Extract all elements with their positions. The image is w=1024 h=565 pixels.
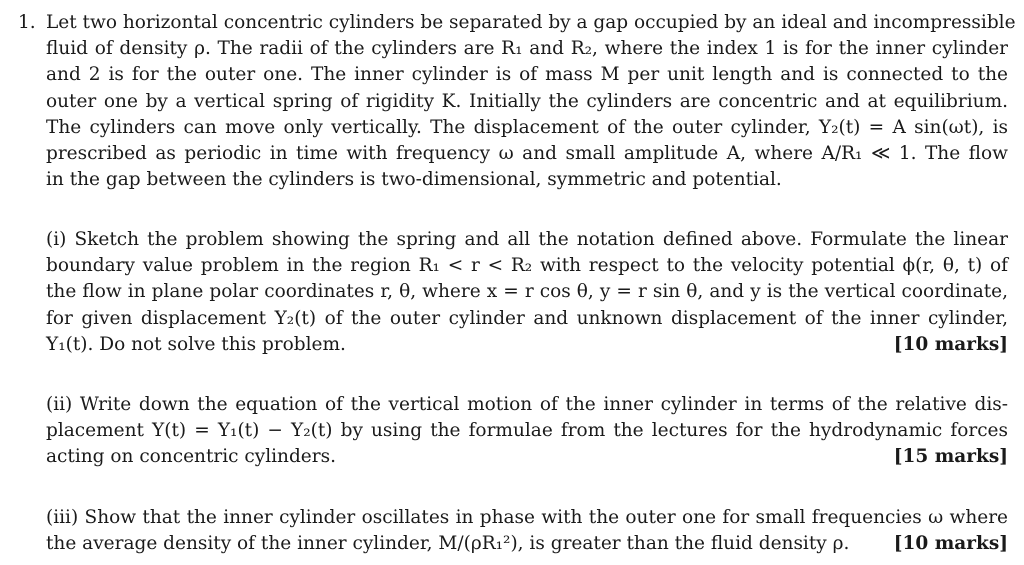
part-last-row — [46, 531, 1008, 557]
intro-line: and 2 is for the outer one. The inner cylinder is of mass M per unit length and is connected to the — [46, 64, 1008, 86]
part-last-row — [46, 332, 1008, 358]
part-ii — [46, 392, 1008, 471]
intro-line: fluid of density ρ. The radii of the cylinders are R₁ and R₂, where the index 1 is for the inner cylinder — [46, 38, 1008, 60]
part-line: the flow in plane polar coordinates r, θ, where x = r cos θ, y = r sin θ, and y is the vertical coordinate, — [46, 281, 1008, 303]
part-i — [46, 227, 1008, 358]
intro-line: in the gap between the cylinders is two-dimensional, symmetric and potential. — [46, 169, 782, 191]
part-line: placement Y(t) = Y₁(t) − Y₂(t) by using the formulae from the lectures for the hydrodynamic forces — [46, 420, 1008, 442]
part-line: acting on concentric cylinders. — [46, 446, 336, 468]
part-last-row — [46, 444, 1008, 470]
part-line: boundary value problem in the region R₁ < r < R₂ with respect to the velocity potential ϕ(r, θ, t) of — [46, 255, 1008, 277]
part-line: Y₁(t). Do not solve this problem. — [46, 333, 346, 355]
part-line: for given displacement Y₂(t) of the outer cylinder and unknown displacement of the inner cylinder, — [46, 307, 1008, 329]
marks-label: [15 marks] — [893, 446, 1008, 468]
problem-number: 1. — [18, 12, 36, 33]
part-line: (i) Sketch the problem showing the spring and all the notation defined above. Formulate the linear — [46, 229, 1008, 250]
problem-intro — [46, 10, 1016, 193]
part-line: the average density of the inner cylinder, M/(ρR₁²), is greater than the fluid density ρ. — [46, 533, 850, 555]
part-line: (iii) Show that the inner cylinder oscillates in phase with the outer one for small frequencies ω where — [46, 507, 1008, 528]
intro-line: The cylinders can move only vertically. The displacement of the outer cylinder, Y₂(t) = A sin(ωt), is — [46, 116, 1008, 138]
part-iii — [46, 505, 1008, 557]
part-line: (ii) Write down the equation of the vertical motion of the inner cylinder in terms of the relative dis- — [46, 394, 1008, 415]
intro-line: Let two horizontal concentric cylinders be separated by a gap occupied by an ideal and incompressible — [46, 12, 1016, 33]
intro-line: prescribed as periodic in time with frequency ω and small amplitude A, where A/R₁ ≪ 1. The flow — [46, 142, 1008, 164]
intro-line: outer one by a vertical spring of rigidity K. Initially the cylinders are concentric and at equilibrium. — [46, 90, 1008, 112]
marks-label: [10 marks] — [893, 533, 1008, 555]
marks-label: [10 marks] — [893, 333, 1008, 355]
